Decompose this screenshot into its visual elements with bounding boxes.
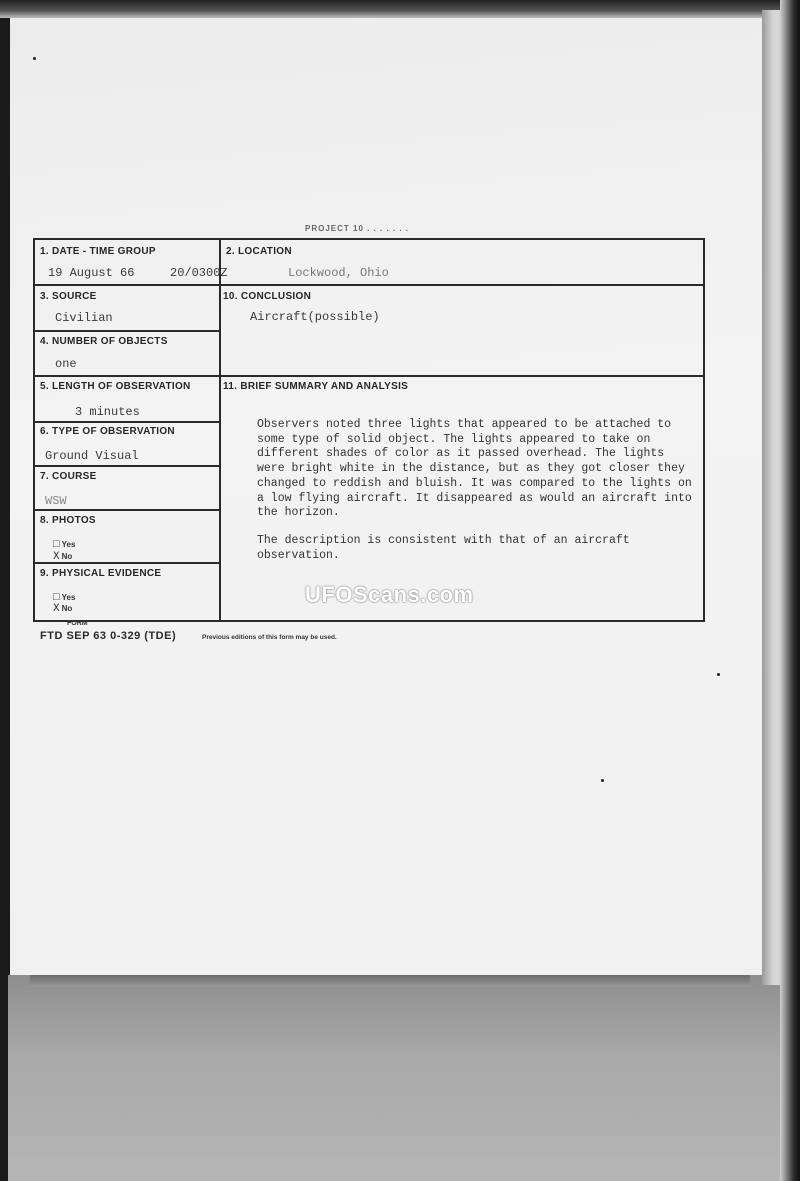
- physical-evidence-yes-checkbox: □: [53, 592, 60, 604]
- length-of-observation-label: 5. LENGTH OF OBSERVATION: [40, 381, 191, 392]
- location-label: 2. LOCATION: [226, 246, 292, 257]
- footer-note: Previous editions of this form may be used.: [202, 634, 337, 641]
- summary-paragraph-1: Observers noted three lights that appeared to be attached to some type of solid object. The lights appeared to take on different shades of color as it passed overhead. The lights were bright white in the distance, but as they got closer they changed to reddish and bluish. It was compared to the lights on a low flying aircraft. It disappeared as would an aircraft into the horizon.: [257, 418, 692, 520]
- conclusion-value: Aircraft(possible): [250, 310, 380, 324]
- physical-evidence-yes-label: Yes: [61, 593, 76, 602]
- scan-right-edge: [780, 0, 800, 1181]
- source-label: 3. SOURCE: [40, 291, 97, 302]
- number-of-objects-value: one: [55, 357, 77, 371]
- scan-speck: [717, 673, 720, 676]
- summary-text: [257, 418, 697, 576]
- photos-no-option: [53, 551, 72, 563]
- number-of-objects-label: 4. NUMBER OF OBJECTS: [40, 336, 168, 347]
- photos-label: 8. PHOTOS: [40, 515, 96, 526]
- physical-evidence-no-label: No: [61, 604, 73, 613]
- physical-evidence-no-checkbox: X: [53, 603, 60, 615]
- footer-form-word: FORM: [67, 620, 88, 627]
- footer-form-code: FTD SEP 63 0-329 (TDE): [40, 630, 177, 642]
- length-of-observation-value: 3 minutes: [75, 405, 140, 419]
- time-value: 20/0300Z: [170, 266, 228, 280]
- photos-yes-label: Yes: [61, 540, 76, 549]
- location-value: Lockwood, Ohio: [288, 266, 389, 280]
- form-title: PROJECT 10 . . . . . . .: [305, 224, 410, 233]
- summary-paragraph-2: The description is consistent with that of an aircraft observation.: [257, 533, 630, 562]
- summary-label: 11. BRIEF SUMMARY AND ANALYSIS: [223, 381, 409, 392]
- source-value: Civilian: [55, 311, 113, 325]
- type-of-observation-label: 6. TYPE OF OBSERVATION: [40, 426, 175, 437]
- date-value: 19 August 66: [48, 266, 135, 280]
- scan-speck: [601, 779, 604, 782]
- type-of-observation-value: Ground Visual: [45, 449, 139, 463]
- course-value: WSW: [45, 494, 67, 508]
- physical-evidence-no-option: [53, 603, 72, 615]
- photos-yes-checkbox: □: [53, 539, 60, 551]
- date-time-group-label: 1. DATE - TIME GROUP: [40, 246, 156, 257]
- scan-top-edge: [0, 0, 800, 18]
- photos-no-label: No: [61, 552, 73, 561]
- scan-background-lower: [8, 975, 800, 1181]
- conclusion-label: 10. CONCLUSION: [223, 291, 312, 302]
- photos-no-checkbox: X: [53, 551, 60, 563]
- scan-page-bottom-edge: [30, 975, 750, 987]
- course-label: 7. COURSE: [40, 471, 97, 482]
- photos-yes-option: [53, 539, 75, 551]
- scan-speck: [33, 57, 36, 60]
- physical-evidence-label: 9. PHYSICAL EVIDENCE: [40, 568, 162, 579]
- report-form: [33, 238, 705, 622]
- watermark: UFOScans.com: [305, 582, 474, 607]
